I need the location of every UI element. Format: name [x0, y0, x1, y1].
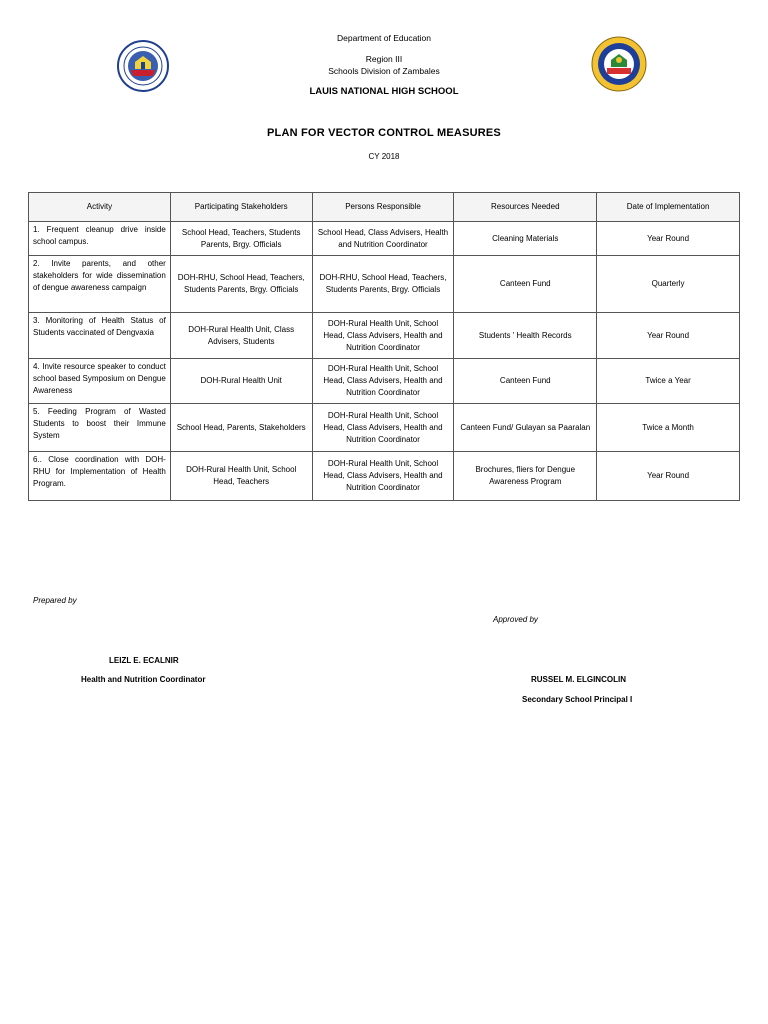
column-header: Activity	[29, 193, 171, 222]
activity-cell: 6.. Close coordination with DOH-RHU for Implementation of Health Program.	[29, 452, 171, 501]
resources-cell: Students ' Health Records	[454, 313, 597, 359]
resources-cell: Canteen Fund	[454, 359, 597, 404]
column-header: Date of Implementation	[597, 193, 740, 222]
date-cell: Twice a Month	[597, 404, 740, 452]
activity-cell: 5. Feeding Program of Wasted Students to boost their Immune System	[29, 404, 171, 452]
resources-cell: Brochures, fliers for Dengue Awareness Program	[454, 452, 597, 501]
school-name: LAUIS NATIONAL HIGH SCHOOL	[309, 86, 459, 97]
responsible-cell: School Head, Class Advisers, Health and Nutrition Coordinator	[312, 222, 454, 256]
activity-cell: 4. Invite resource speaker to conduct school based Symposium on Dengue Awareness	[29, 359, 171, 404]
approved-by-position: Secondary School Principal I	[522, 695, 633, 704]
column-header: Resources Needed	[454, 193, 597, 222]
activity-cell: 1. Frequent cleanup drive inside school campus.	[29, 222, 171, 256]
activity-cell: 3. Monitoring of Health Status of Students vaccinated of Dengvaxia	[29, 313, 171, 359]
stakeholders-cell: DOH-Rural Health Unit	[170, 359, 312, 404]
division-name: Schools Division of Zambales	[328, 66, 440, 76]
table-row	[29, 313, 740, 359]
responsible-cell: DOH-Rural Health Unit, School Head, Class Advisers, Health and Nutrition Coordinator	[312, 313, 454, 359]
table-row	[29, 222, 740, 256]
approved-by-label: Approved by	[493, 615, 538, 624]
date-cell: Year Round	[597, 313, 740, 359]
calendar-year: CY 2018	[368, 152, 400, 161]
date-cell: Twice a Year	[597, 359, 740, 404]
prepared-by-label: Prepared by	[33, 596, 77, 605]
table-header-row	[29, 193, 740, 222]
responsible-cell: DOH-Rural Health Unit, School Head, Class Advisers, Health and Nutrition Coordinator	[312, 452, 454, 501]
prepared-by-name: LEIZL E. ECALNIR	[109, 656, 179, 665]
date-cell: Year Round	[597, 222, 740, 256]
approved-by-name: RUSSEL M. ELGINCOLIN	[531, 675, 626, 684]
activity-cell: 2. Invite parents, and other stakeholders for wide dissemination of dengue awareness campaign	[29, 256, 171, 313]
responsible-cell: DOH-RHU, School Head, Teachers, Students Parents, Brgy. Officials	[312, 256, 454, 313]
stakeholders-cell: DOH-Rural Health Unit, School Head, Teachers	[170, 452, 312, 501]
date-cell: Year Round	[597, 452, 740, 501]
column-header: Participating Stakeholders	[170, 193, 312, 222]
resources-cell: Canteen Fund	[454, 256, 597, 313]
department-name: Department of Education	[336, 33, 432, 43]
table-row	[29, 404, 740, 452]
column-header: Persons Responsible	[312, 193, 454, 222]
stakeholders-cell: DOH-RHU, School Head, Teachers, Students Parents, Brgy. Officials	[170, 256, 312, 313]
page-title: PLAN FOR VECTOR CONTROL MEASURES	[267, 127, 501, 139]
date-cell: Quarterly	[597, 256, 740, 313]
prepared-by-position: Health and Nutrition Coordinator	[81, 675, 206, 684]
region-name: Region III	[365, 54, 403, 64]
stakeholders-cell: DOH-Rural Health Unit, Class Advisers, Students	[170, 313, 312, 359]
vector-control-plan-table	[28, 192, 740, 501]
resources-cell: Canteen Fund/ Gulayan sa Paaralan	[454, 404, 597, 452]
table-row	[29, 452, 740, 501]
stakeholders-cell: School Head, Teachers, Students Parents, Brgy. Officials	[170, 222, 312, 256]
school-seal-icon	[591, 36, 647, 92]
responsible-cell: DOH-Rural Health Unit, School Head, Class Advisers, Health and Nutrition Coordinator	[312, 404, 454, 452]
stakeholders-cell: School Head, Parents, Stakeholders	[170, 404, 312, 452]
responsible-cell: DOH-Rural Health Unit, School Head, Class Advisers, Health and Nutrition Coordinator	[312, 359, 454, 404]
resources-cell: Cleaning Materials	[454, 222, 597, 256]
table-row	[29, 359, 740, 404]
table-row	[29, 256, 740, 313]
